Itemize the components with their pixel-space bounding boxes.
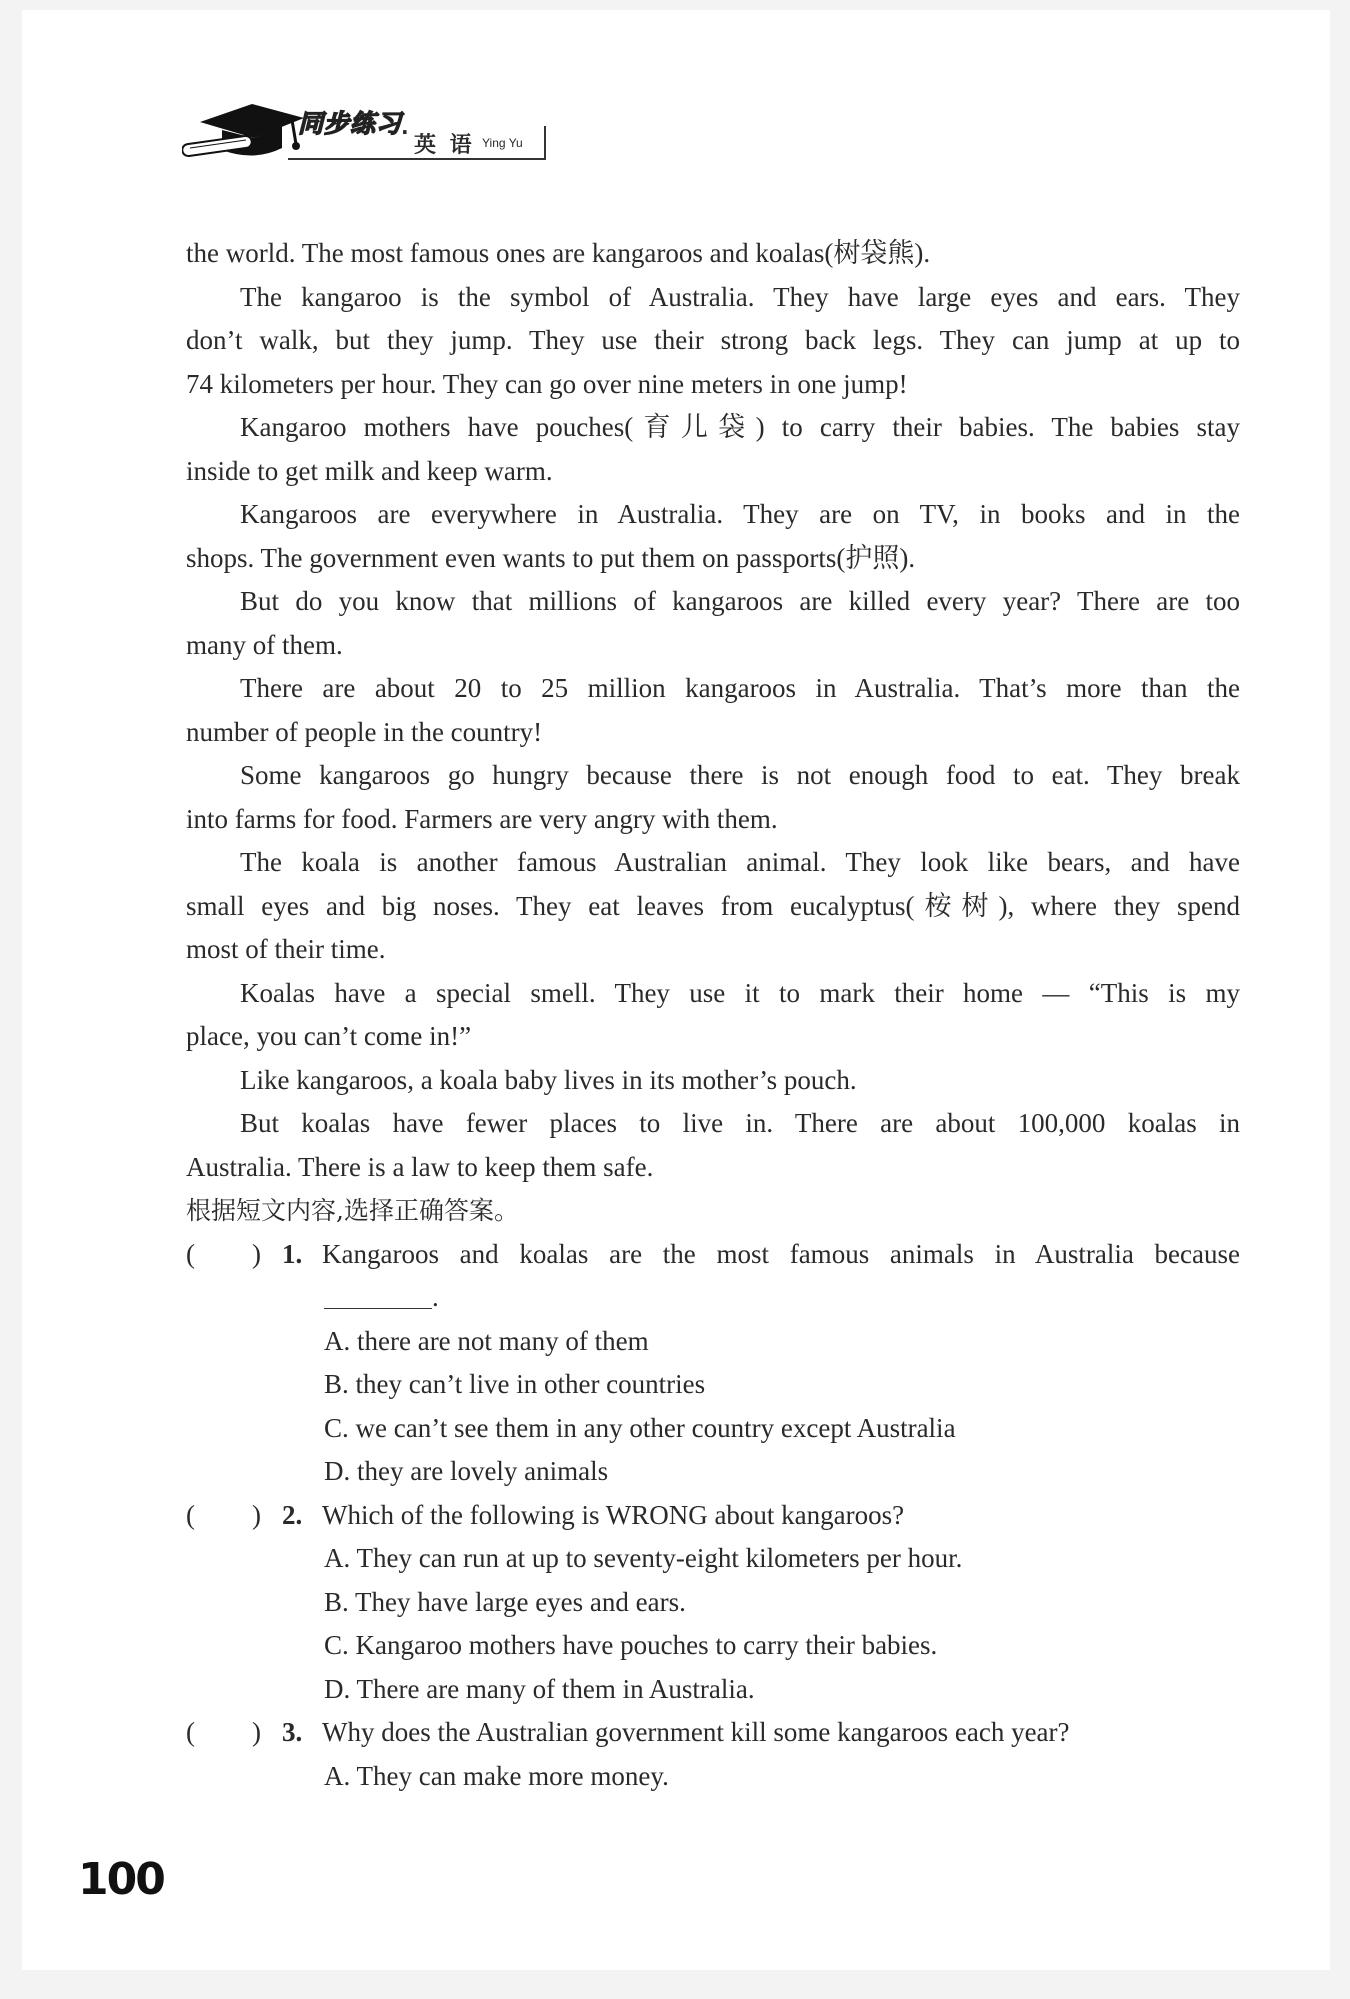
option: B. they can’t live in other countries [324, 1369, 706, 1399]
passage-line: shops. The government even wants to put them on passports(护照). [186, 542, 916, 573]
passage-line: don’t walk, but they jump. They use their strong back legs. They can jump at up to [186, 325, 1240, 355]
passage-line: There are about 20 to 25 million kangaroos in Australia. That’s more than the [240, 673, 1240, 703]
passage-line: Kangaroos are everywhere in Australia. They are on TV, in books and in the [240, 499, 1240, 529]
answer-bracket-open: ( [186, 1238, 195, 1269]
question-number: 2. [282, 1499, 303, 1530]
graduation-cap-icon [182, 92, 312, 172]
question-number: 3. [282, 1717, 303, 1747]
option: B. They have large eyes and ears. [324, 1586, 686, 1617]
workbook-page [22, 10, 1330, 1970]
passage-line: into farms for food. Farmers are very angry with them. [186, 803, 778, 834]
passage-line: Kangaroo mothers have pouches(育儿袋) to carry their babies. The babies stay [240, 412, 1240, 442]
option: D. they are lovely animals [324, 1456, 609, 1486]
question-text: Kangaroos and koalas are the most famous animals in Australia because [322, 1238, 1240, 1269]
page-body [186, 232, 1240, 1798]
question-text: Why does the Australian government kill some kangaroos each year? [322, 1717, 1070, 1747]
answer-blank-line [186, 1276, 1240, 1320]
question-1 [186, 1233, 1240, 1277]
passage-line: Like kangaroos, a koala baby lives in its mother’s pouch. [240, 1064, 857, 1095]
passage-line: Some kangaroos go hungry because there is not enough food to eat. They break [240, 760, 1240, 790]
subject-pinyin: Ying Yu [482, 136, 523, 150]
option: D. There are many of them in Australia. [324, 1673, 755, 1704]
page-number: 100 [78, 1854, 164, 1905]
passage-line: many of them. [186, 629, 343, 660]
series-title: 同步练习 [298, 109, 403, 138]
question-2 [186, 1494, 1240, 1538]
passage-line: inside to get milk and keep warm. [186, 455, 553, 486]
passage-line: 74 kilometers per hour. They can go over nine meters in one jump! [186, 368, 908, 399]
page-header [182, 92, 582, 172]
option: A. They can make more money. [324, 1760, 669, 1791]
answer-bracket-open: ( [186, 1717, 195, 1747]
option: C. we can’t see them in any other country except Australia [324, 1412, 956, 1443]
passage-line: Koalas have a special smell. They use it to mark their home — “This is my [240, 977, 1240, 1008]
passage-line: place, you can’t come in!” [186, 1021, 472, 1051]
passage-line: But do you know that millions of kangaroos are killed every year? There are too [240, 586, 1240, 616]
option: A. there are not many of them [324, 1325, 649, 1356]
answer-bracket-open: ( [186, 1499, 195, 1530]
question-text: Which of the following is WRONG about kangaroos? [322, 1499, 905, 1530]
answer-blank [324, 1276, 432, 1309]
instruction: 根据短文内容,选择正确答案。 [186, 1196, 519, 1225]
subject-title: 英 语 [414, 133, 475, 158]
passage-line: small eyes and big noses. They eat leaves from eucalyptus(桉树), where they spend [186, 890, 1240, 921]
header-divider [544, 126, 546, 160]
blank-period: . [432, 1282, 439, 1312]
option: A. They can run at up to seventy-eight kilometers per hour. [324, 1543, 963, 1573]
question-number: 1. [282, 1238, 303, 1269]
passage-line: Australia. There is a law to keep them safe. [186, 1151, 654, 1182]
passage-line: The koala is another famous Australian animal. They look like bears, and have [240, 847, 1240, 877]
passage-line: But koalas have fewer places to live in. There are about 100,000 koalas in [240, 1108, 1240, 1138]
question-3 [186, 1711, 1240, 1755]
series-dot: · [401, 120, 409, 144]
option: C. Kangaroo mothers have pouches to carry their babies. [324, 1630, 938, 1660]
answer-bracket-close: ) [252, 1717, 261, 1747]
passage-line: most of their time. [186, 934, 386, 964]
answer-bracket-close: ) [252, 1499, 261, 1530]
passage-line: the world. The most famous ones are kangaroos and koalas(树袋熊). [186, 238, 931, 268]
answer-bracket-close: ) [252, 1238, 261, 1269]
passage-line: number of people in the country! [186, 716, 543, 747]
passage-line: The kangaroo is the symbol of Australia. They have large eyes and ears. They [240, 281, 1240, 312]
